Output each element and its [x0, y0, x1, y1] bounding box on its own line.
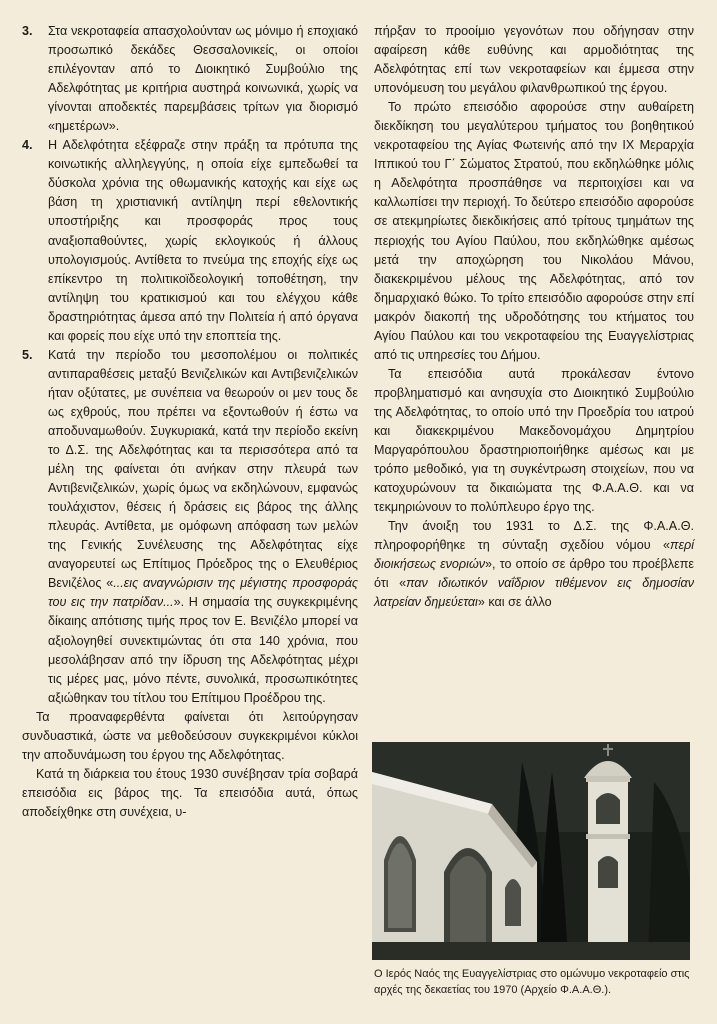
right-column	[374, 22, 694, 612]
body-paragraph: Το πρώτο επεισόδιο αφορούσε στην αυθαίρετη διεκδίκηση του μεγαλύτερου τμήματος του βοηθητικού νεκροταφείου της Αγίας Φωτεινής από την ΙΧ Μεραρχία Ιππικού του Γ΄ Σώματος Στρατού, που εκδηλώθηκε μόλις η Αδελφότητα προσπάθησε να περιτοιχίσει και να καλλωπίσει την περιοχή. Το δεύτερο επεισόδιο αφορούσε σε ατεκμηρίωτες διεκδικήσεις από τρίτους τμημάτων της περιοχής του Αγίου Παύλου, που εκδηλώθηκε αμέσως μετά την αποχώρηση του Νικολάου Μάνου, διακεκριμένου μέλους της Αδελφότητας, από τον δημαρχιακό θώκο. Το τρίτο επεισόδιο αφορούσε στην επί μακρόν διακοπή της υδροδότησης του κτήματος του Αγίου Παύλου και του νεκροταφείου της Ευαγγελίστριας από τις υπηρεσίες του Δήμου.	[374, 100, 694, 362]
item-number: 3.	[22, 24, 33, 38]
text-run: » και σε άλλο	[477, 595, 552, 610]
body-paragraph: πήρξαν το προοίμιο γεγονότων που οδήγησαν στην αφαίρεση κάθε ευθύνης και αρμοδιότητας της Αδελφότητας επί των νεκροταφείων και έμμεσα στην υπονόμευση του μεγάλου φιλανθρωπικού της έργου.	[374, 24, 694, 96]
text-run: », το οποίο σε άρθρο του προέβλεπε ότι «	[374, 557, 694, 591]
list-item-4	[22, 136, 358, 346]
body-paragraph: Τα επεισόδια αυτά προκάλεσαν έντονο προβληματισμό και ανησυχία στο Διοικητικό Συμβούλιο της Αδελφότητας, το οποίο υπό την Προεδρία του ιατρού και διακεκριμένου Μακεδονομάχου Δημητρίου Μαργαρόπουλου δραστηριοποιήθηκε αμέσως και με τρόπο μεθοδικό, για τη συγκέντρωση στοιχείων, που να κατοχυρώνουν τα δικαιώματα της Φ.Α.Α.Θ. και να τεκμηριώνουν το πολύπλευρο έργο της.	[374, 366, 694, 515]
item-number: 4.	[22, 138, 33, 153]
item-paragraph: Στα νεκροταφεία απασχολούνταν ως μόνιμο ή εποχιακό προσωπικό δεκάδες Θεσσαλονικείς, οι οποίοι επιλέγονταν από το Διοικητικό Συμβούλιο της Αδελφότητας με κριτήρια αυστηρά κοινωνικά, χωρίς να γίνονται αποδεκτές παρεμβάσεις τρίτων για διορισμό «ημετέρων».	[48, 24, 358, 134]
body-paragraph: Τα προαναφερθέντα φαίνεται ότι λειτούργησαν συνδυαστικά, ώστε να μεθοδεύσουν συγκεκριμένοι κύκλοι την αποδυνάμωση του έργου της Αδελφότητας.	[22, 709, 358, 762]
text-run: Κατά την περίοδο του μεσοπολέμου οι πολιτικές αντιπαραθέσεις μεταξύ Βενιζελικών και Αντιβενιζελικών ήταν οξύτατες, με συνέπεια να θεωρούν οι μεν τους δε ως εχθρούς, που πρέπει να εξοντωθούν ή έστω να αποδυναμωθούν. Συγκυριακά, κατά την περίοδο εκείνη το Δ.Σ. της Αδελφότητας και τα περισσότερα από τα μέλη της φαίνεται ότι ανήκαν στην πλευρά των Αντιβενιζελικών, χωρίς όμως να εκδηλώνουν, εμφανώς τουλάχιστον, θέσεις ή δράσεις εις βάρος της άλλης πλευράς. Αντίθετα, με ομόφωνη απόφαση των μελών της Γενικής Συνέλευσης της Αδελφότητας είχε αναγορευτεί ως Επίτιμος Πρόεδρος της ο Ελευθέριος Βενιζέλος «	[48, 347, 358, 591]
church-photo-illustration	[372, 742, 690, 960]
body-paragraph	[374, 517, 694, 612]
quote-law-article: παν ιδιωτικόν ναΐδριον τιθέμενον εις δημοσίαν λατρείαν δημεύεται	[374, 576, 694, 610]
quote-venizelos: ...εις αναγνώρισιν της μέγιστης προσφοράς του εις την πατρίδαν...	[48, 576, 358, 610]
church-photo	[372, 742, 690, 960]
item-paragraph	[48, 346, 358, 708]
quote-law-title: περί διοικήσεως ενοριών	[374, 538, 694, 572]
left-column	[22, 22, 358, 822]
text-run: ». Η σημασία της συγκεκριμένης δίκαιης απότισης τιμής προς τον Ε. Βενιζέλο μπορεί να αξιολογηθεί συνεκτιμώντας ότι στα 140 χρόνια, που μεσολάβησαν από την ίδρυση της Αδελφότητας μέχρι τις μέρες μας, μόνο πέντε, συνολικά, προσωπικότητες αξιώθηκαν του τίτλου του Επίτιμου Προέδρου της.	[48, 595, 358, 705]
body-paragraph: Κατά τη διάρκεια του έτους 1930 συνέβησαν τρία σοβαρά επεισόδια εις βάρος της. Τα επεισόδια αυτά, όπως αποδείχθηκε στη συνέχεια, υ-	[22, 766, 358, 819]
text-run: Την άνοιξη του 1931 το Δ.Σ. της Φ.Α.Α.Θ. πληροφορήθηκε τη σύνταξη σχεδίου νόμου «	[374, 519, 694, 553]
list-item-3	[22, 22, 358, 136]
photo-caption: Ο Ιερός Ναός της Ευαγγελίστριας στο ομώνυμο νεκροταφείο στις αρχές της δεκαετίας του 1970 (Αρχείο Φ.Α.Α.Θ.).	[374, 968, 690, 996]
item-paragraph: Η Αδελφότητα εξέφραζε στην πράξη τα πρότυπα της κοινωτικής αλληλεγγύης, η οποία είχε εμπεδωθεί τα δύσκολα χρόνια της οθωμανικής κατοχής και είχε ως βάση τη χριστιανική αντίληψη περί εθελοντικής υποστήριξης και προσφοράς προς τους αναξιοπαθούντες, χωρίς εκλογικούς ή άλλους υπολογισμούς. Αντίθετα το πνεύμα της εποχής είχε ως επίκεντρο τη πολιτικοϊδεολογική τοποθέτηση, την αντίληψη του κρατικισμού και του ελέγχου κάθε δραστηριότητας άμεσα από την Πολιτεία ή από όργανα και φορείς που είχε υπό την εποπτεία της.	[48, 138, 358, 343]
list-item-5	[22, 346, 358, 708]
item-number: 5.	[22, 347, 33, 362]
